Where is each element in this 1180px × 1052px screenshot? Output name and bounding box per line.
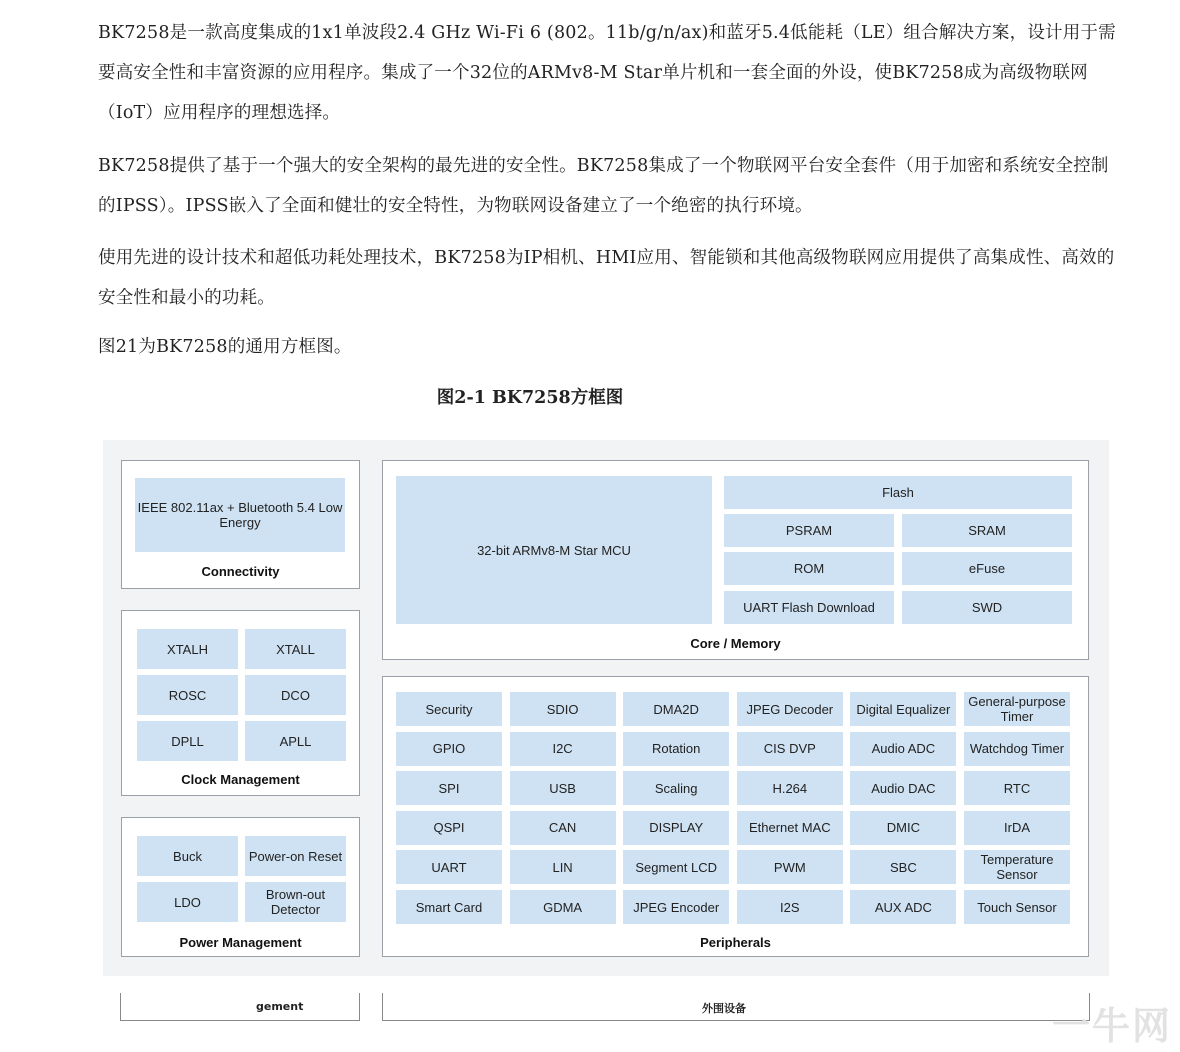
peripheral-block-gdma: GDMA (510, 890, 616, 924)
peripheral-block-h-264: H.264 (737, 771, 843, 805)
dpll-block: DPLL (137, 721, 238, 761)
peripheral-block-jpeg-decoder: JPEG Decoder (737, 692, 843, 726)
connectivity-title: Connectivity (201, 564, 280, 579)
dco-block: DCO (245, 675, 346, 715)
intro-paragraph: BK7258是一款高度集成的1x1单波段2.4 GHz Wi-Fi 6 (802。11b/g/n/ax)和蓝牙5.4低能耗（LE）组合解决方案，设计用于需要高安全性和丰富资源的应用程序。集成了一个32位的ARMv8-M Star单片机和一套全面的外设，使BK7258成为高级物联网（IoT）应用程序的理想选择。 (98, 23, 1116, 123)
xtall-block: XTALL (245, 629, 346, 669)
power-title: Power Management (179, 935, 302, 950)
peripheral-block-smart-card: Smart Card (396, 890, 502, 924)
peripheral-block-jpeg-encoder: JPEG Encoder (623, 890, 729, 924)
peripheral-block-pwm: PWM (737, 850, 843, 884)
peripheral-block-aux-adc: AUX ADC (850, 890, 956, 924)
peripheral-block-rtc: RTC (964, 771, 1070, 805)
peripheral-block-i2s: I2S (737, 890, 843, 924)
peripheral-block-lin: LIN (510, 850, 616, 884)
clock-panel (121, 610, 360, 796)
peripheral-block-security: Security (396, 692, 502, 726)
peripheral-block-ethernet-mac: Ethernet MAC (737, 811, 843, 845)
peripheral-block-sbc: SBC (850, 850, 956, 884)
peripheral-block-uart: UART (396, 850, 502, 884)
brown-out-detector-block: Brown-out Detector (245, 882, 346, 922)
flash-block: Flash (724, 476, 1072, 509)
peripheral-block-dma2d: DMA2D (623, 692, 729, 726)
wifi-bt-block: IEEE 802.11ax + Bluetooth 5.4 Low Energy (135, 478, 345, 552)
swd-block: SWD (902, 591, 1072, 624)
peripheral-block-watchdog-timer: Watchdog Timer (964, 732, 1070, 766)
peripheral-block-temperature-sensor: Temperature Sensor (964, 850, 1070, 884)
peripheral-block-irda: IrDA (964, 811, 1070, 845)
peripheral-block-touch-sensor: Touch Sensor (964, 890, 1070, 924)
footer-left-box (120, 993, 360, 1021)
core-memory-panel (382, 460, 1089, 660)
peripheral-block-qspi: QSPI (396, 811, 502, 845)
peripheral-block-digital-equalizer: Digital Equalizer (850, 692, 956, 726)
peripheral-block-general-purpose-timer: General-purpose Timer (964, 692, 1070, 726)
peripheral-block-cis-dvp: CIS DVP (737, 732, 843, 766)
clock-title: Clock Management (181, 772, 300, 787)
peripheral-block-dmic: DMIC (850, 811, 956, 845)
peripheral-block-usb: USB (510, 771, 616, 805)
ldo-block: LDO (137, 882, 238, 922)
security-paragraph: BK7258提供了基于一个强大的安全架构的最先进的安全性。BK7258集成了一个物联网平台安全套件（用于加密和系统安全控制的IPSS）。IPSS嵌入了全面和健壮的安全特性，为物联网设备建立了一个绝密的执行环境。 (98, 156, 1109, 216)
peripheral-block-sdio: SDIO (510, 692, 616, 726)
peripherals-panel (382, 676, 1089, 957)
rosc-block: ROSC (137, 675, 238, 715)
peripherals-title: Peripherals (700, 935, 771, 950)
footer-left-label: gement (256, 1000, 304, 1013)
efuse-block: eFuse (902, 552, 1072, 585)
apll-block: APLL (245, 721, 346, 761)
peripheral-block-gpio: GPIO (396, 732, 502, 766)
figure-title: 图2-1 BK7258方框图 (436, 388, 624, 408)
peripheral-block-segment-lcd: Segment LCD (623, 850, 729, 884)
peripheral-block-can: CAN (510, 811, 616, 845)
uart-flash-download-block: UART Flash Download (724, 591, 894, 624)
peripheral-block-scaling: Scaling (623, 771, 729, 805)
sram-block: SRAM (902, 514, 1072, 547)
peripheral-block-audio-dac: Audio DAC (850, 771, 956, 805)
power-panel (121, 817, 360, 957)
block-diagram (103, 440, 1109, 976)
peripheral-block-rotation: Rotation (623, 732, 729, 766)
peripheral-block-i2c: I2C (510, 732, 616, 766)
connectivity-panel (121, 460, 360, 589)
buck-block: Buck (137, 836, 238, 876)
peripheral-block-display: DISPLAY (623, 811, 729, 845)
rom-block: ROM (724, 552, 894, 585)
power-on-reset-block: Power-on Reset (245, 836, 346, 876)
watermark-logo: 一牛网 (1051, 1006, 1172, 1048)
power-paragraph: 使用先进的设计技术和超低功耗处理技术，BK7258为IP相机、HMI应用、智能锁和其他高级物联网应用提供了高集成性、高效的安全性和最小的功耗。 (98, 248, 1115, 308)
xtalh-block: XTALH (137, 629, 238, 669)
psram-block: PSRAM (724, 514, 894, 547)
figure-reference-paragraph: 图21为BK7258的通用方框图。 (98, 337, 352, 357)
peripheral-block-audio-adc: Audio ADC (850, 732, 956, 766)
peripheral-block-spi: SPI (396, 771, 502, 805)
mcu-block: 32-bit ARMv8-M Star MCU (396, 476, 712, 624)
core-memory-title: Core / Memory (690, 636, 781, 651)
footer-right-label: 外围设备 (702, 1002, 746, 1015)
